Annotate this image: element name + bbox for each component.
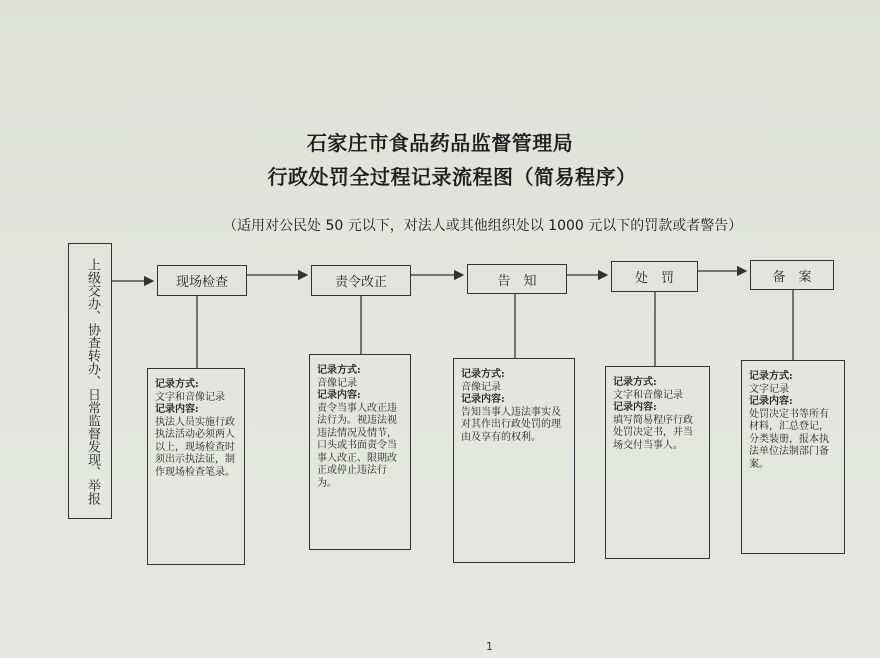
record-content-label: 记录内容:: [613, 402, 657, 413]
record-content-label: 记录内容:: [749, 396, 793, 407]
record-method-label: 记录方式:: [749, 371, 793, 382]
record-method-label: 记录方式:: [155, 379, 199, 390]
source-box: [68, 243, 112, 519]
record-method: 文字和音像记录: [155, 391, 225, 403]
subtitle: （适用对公民处 50 元以下，对法人或其他组织处以 1000 元以下的罚款或者警告）: [223, 218, 743, 234]
step-box-1: 现场检查: [157, 265, 247, 296]
record-content: 处罚决定书等所有材料，汇总登记，分类装册，报本执法单位法制部门备案。: [749, 408, 829, 470]
record-content: 执法人员实施行政执法活动必须两人以上，现场检查时须出示执法证，制作现场检查笔录。: [155, 416, 235, 478]
source-text: 上级交办、协查转办、日常监督发现、举报: [85, 258, 100, 505]
title-line-2: 行政处罚全过程记录流程图（简易程序）: [267, 165, 637, 189]
record-box-1: [147, 368, 245, 565]
record-content-label: 记录内容:: [461, 394, 505, 405]
record-box-5: [741, 360, 845, 554]
record-method-label: 记录方式:: [613, 377, 657, 388]
page-number: 1: [486, 640, 493, 653]
step-box-5: 备 案: [750, 260, 834, 290]
record-method: 文字记录: [749, 383, 789, 395]
record-method: 文字和音像记录: [613, 389, 683, 401]
record-box-4: [605, 366, 710, 559]
record-method-label: 记录方式:: [461, 369, 505, 380]
record-content: 责令当事人改正违法行为。视违法视违法情况及情节，口头或书面责令当事人改正、限期改正或停止违法行为。: [317, 402, 397, 489]
record-method-label: 记录方式:: [317, 365, 361, 376]
record-content: 告知当事人违法事实及对其作出行政处罚的理由及享有的权利。: [461, 406, 561, 443]
record-content-label: 记录内容:: [155, 404, 199, 415]
record-content: 填写简易程序行政处罚决定书，并当场交付当事人。: [613, 414, 693, 451]
step-box-2: 责令改正: [311, 265, 411, 296]
record-method: 音像记录: [461, 381, 501, 393]
record-box-3: [453, 358, 575, 563]
record-content-label: 记录内容:: [317, 390, 361, 401]
title-line-1: 石家庄市食品药品监督管理局: [306, 131, 574, 155]
step-box-4: 处 罚: [611, 261, 698, 292]
record-method: 音像记录: [317, 377, 357, 389]
step-box-3: 告 知: [467, 264, 567, 294]
record-box-2: [309, 354, 411, 550]
